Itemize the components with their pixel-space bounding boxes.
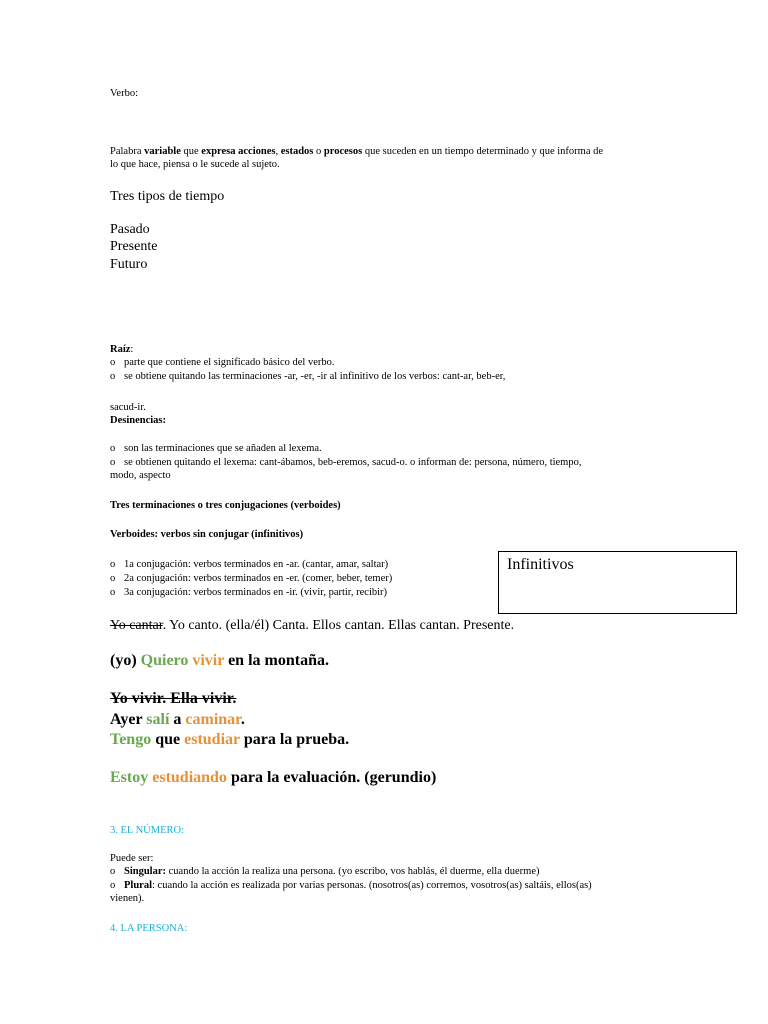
conjugacion-3 (110, 586, 387, 600)
def-text: que (180, 146, 202, 157)
verb-gerund: estudiando (152, 769, 227, 786)
conjugacion-2 (110, 572, 392, 586)
definition-line-2: lo que hace, piensa o le sucede al sujeto. (110, 159, 280, 170)
struck-text: Yo cantar (110, 618, 163, 633)
raiz-item-text: parte que contiene el significado básico del verbo. (124, 357, 335, 368)
bullet-marker: o (110, 559, 116, 570)
ejemplo-3: Yo vivir. Ella vivir. (110, 690, 237, 707)
tiempos-heading: Tres tipos de tiempo (110, 189, 225, 204)
conjugacion-text: 2a conjugación: verbos terminados en -er. (comer, beber, temer) (124, 573, 393, 584)
def-bold-acciones: expresa acciones (201, 146, 276, 157)
verb-infinitive: caminar (185, 711, 241, 728)
ejemplo-text: . (240, 711, 245, 728)
ejemplo-5 (110, 730, 349, 750)
numero-plural-continuation: vienen). (110, 893, 145, 904)
plural-label: Plural (124, 880, 152, 891)
conjugacion-text: 1a conjugación: verbos terminados en -ar. (cantar, amar, saltar) (124, 559, 389, 570)
desinencias-item-text: se obtienen quitando el lexema: cant-ábamos, beb-eremos, sacud-o. o informan de: persona, número, tiempo, (124, 457, 582, 468)
bullet-marker: o (110, 357, 116, 368)
desinencias-item-2 (110, 456, 581, 470)
ejemplo-text: . Yo canto. (ella/él) Canta. Ellos cantan. Ellas cantan. Presente. (162, 618, 515, 633)
ejemplo-text: que (151, 731, 185, 748)
def-text: , (275, 146, 281, 157)
verb-conjugated: Estoy (110, 769, 149, 786)
tiempo-pasado: Pasado (110, 222, 150, 237)
verb-infinitive: vivir (192, 652, 225, 669)
ejemplo-text: para la evaluación. (gerundio) (226, 769, 437, 786)
raiz-continuation: sacud-ir. (110, 402, 146, 413)
ejemplo-2 (110, 651, 329, 671)
ejemplo-4 (110, 710, 245, 730)
bullet-marker: o (110, 573, 116, 584)
def-text: que suceden en un tiempo determinado y que informa de (362, 146, 604, 157)
def-text: Palabra (110, 146, 145, 157)
bullet-marker: o (110, 457, 116, 468)
verb-conjugated: Quiero (140, 652, 189, 669)
singular-text: cuando la acción la realiza una persona. (yo escribo, vos hablás, él duerme, ella duerme) (166, 866, 540, 877)
persona-heading: 4. LA PERSONA: (110, 923, 188, 934)
singular-label: Singular: (124, 866, 167, 877)
desinencias-continuation: modo, aspecto (110, 470, 171, 481)
ejemplo-1 (110, 617, 514, 635)
numero-intro: Puede ser: (110, 853, 154, 864)
numero-plural (110, 879, 592, 893)
tiempo-futuro: Futuro (110, 257, 148, 272)
conjugacion-text: 3a conjugación: verbos terminados en -ir. (vivir, partir, recibir) (124, 587, 388, 598)
def-bold-procesos: procesos (323, 146, 363, 157)
ejemplo-text: (yo) (110, 652, 141, 669)
ejemplo-6 (110, 768, 436, 788)
raiz-colon: : (130, 344, 134, 355)
bullet-marker: o (110, 371, 116, 382)
bullet-marker: o (110, 443, 116, 454)
infinitivos-box (498, 551, 737, 614)
tiempo-presente: Presente (110, 239, 158, 254)
verb-infinitive: estudiar (184, 731, 240, 748)
ejemplo-text: en la montaña. (224, 652, 329, 669)
conjugacion-1 (110, 558, 388, 572)
numero-heading: 3. EL NÚMERO: (110, 825, 184, 836)
desinencias-item-1 (110, 442, 322, 456)
ejemplo-text: para la prueba. (239, 731, 350, 748)
def-bold-variable: variable (144, 146, 181, 157)
bullet-marker: o (110, 587, 116, 598)
terminaciones-heading: Tres terminaciones o tres conjugaciones (verboides) (110, 500, 341, 511)
ejemplo-text: a (169, 711, 186, 728)
page-title: Verbo: (110, 88, 138, 99)
raiz-item-1 (110, 356, 335, 370)
raiz-item-text: se obtiene quitando las terminaciones -ar, -er, -ir al infinitivo de los verbos: cant-ar, beb-er, (124, 371, 506, 382)
numero-singular (110, 865, 539, 879)
bullet-marker: o (110, 866, 116, 877)
plural-text: : cuando la acción es realizada por varias personas. (nosotros(as) corremos, vosotros(as) saltáis, ellos(as) (152, 880, 592, 891)
raiz-label-text: Raíz (110, 344, 131, 355)
def-text: o (313, 146, 324, 157)
verb-conjugated: salí (146, 711, 170, 728)
verboides-heading: Verboides: verbos sin conjugar (infinitivos) (110, 529, 304, 540)
raiz-label (110, 343, 133, 357)
desinencias-item-text: son las terminaciones que se añaden al lexema. (124, 443, 322, 454)
ejemplo-text: Ayer (110, 711, 147, 728)
verb-conjugated: Tengo (110, 731, 152, 748)
infinitivos-box-label: Infinitivos (507, 556, 574, 573)
desinencias-label: Desinencias: (110, 415, 166, 426)
raiz-item-2 (110, 370, 505, 384)
definition-line-1 (110, 145, 603, 159)
bullet-marker: o (110, 880, 116, 891)
def-bold-estados: estados (280, 146, 314, 157)
